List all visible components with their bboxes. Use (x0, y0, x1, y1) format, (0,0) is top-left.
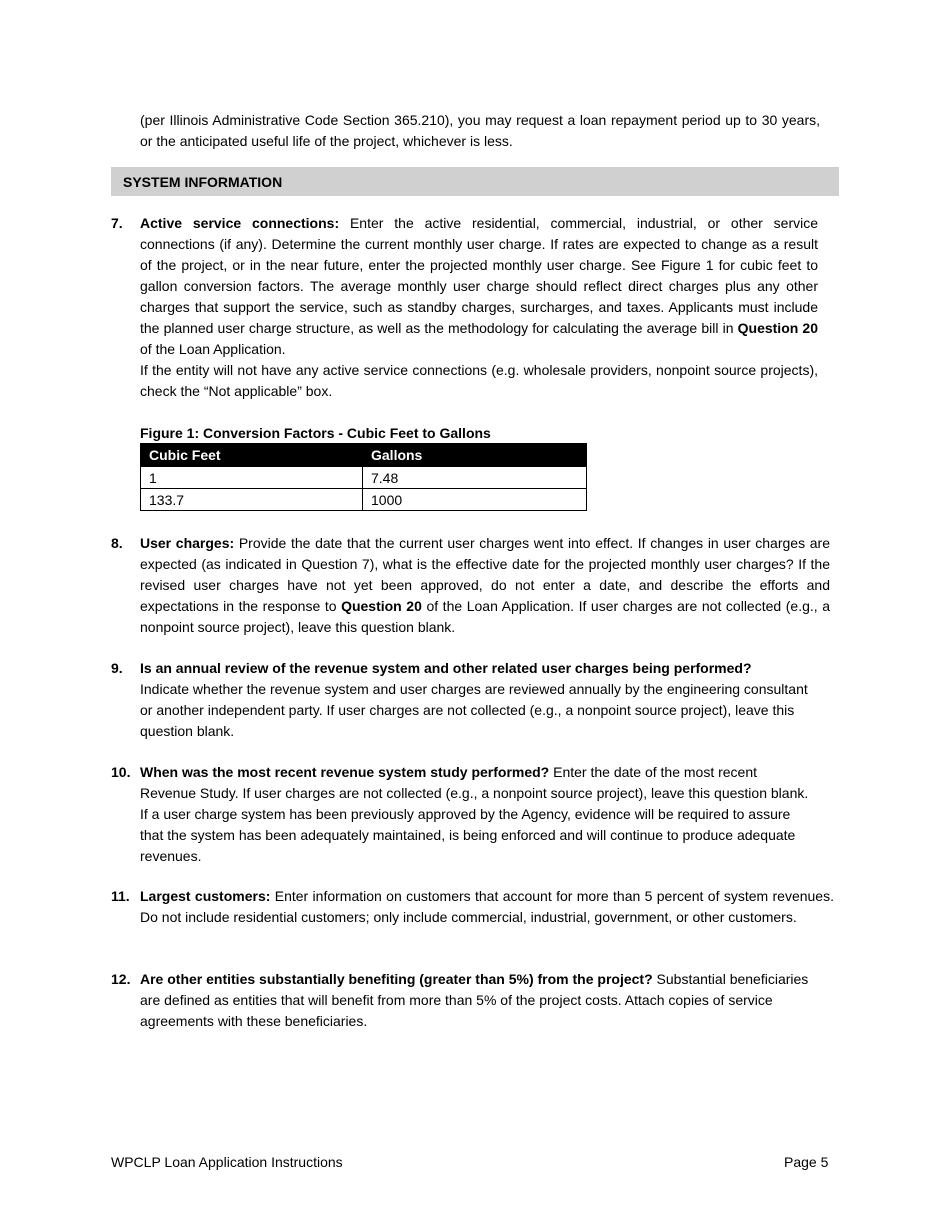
table-row (141, 489, 587, 511)
question-body: Enter the date of the most recent Revenue Study. If user charges are not collected (e.g., a nonpoint source project), leave this question blank. If a user charge system has been previously approved by the Agency, evidence will be required to assure that the system has been adequately maintained, is being enforced and will continue to produce adequate revenues. (140, 764, 809, 864)
question-title: When was the most recent revenue system study performed? (140, 764, 550, 780)
question-title: User charges: (140, 535, 235, 551)
question-text (140, 213, 818, 360)
footer-document-title: WPCLP Loan Application Instructions (111, 1154, 343, 1170)
question-reference: Question 20 (737, 320, 818, 336)
conversion-table (140, 443, 587, 511)
question-text (140, 658, 810, 679)
question-item-9 (111, 658, 836, 742)
question-title: Largest customers: (140, 888, 271, 904)
section-title: SYSTEM INFORMATION (123, 174, 283, 190)
question-item-7 (111, 213, 836, 402)
question-body: Substantial beneficiaries are defined as entities that will benefit from more than 5% of the project costs. Attach copies of service agreements with these beneficiaries. (140, 971, 809, 1029)
intro-paragraph: (per Illinois Administrative Code Section 365.210), you may request a loan repayment period up to 30 years, or the anticipated useful life of the project, whichever is less. (140, 112, 820, 149)
question-number: 12. (111, 971, 131, 987)
question-item-11 (111, 886, 836, 928)
question-body-end: of the Loan Application. If user charges are not collected (e.g., a nonpoint source project), leave this question blank. (140, 598, 830, 635)
question-body-end: of the Loan Application. (140, 341, 286, 357)
table-cell: 1000 (363, 489, 587, 511)
question-text (140, 762, 812, 867)
question-text (140, 533, 830, 638)
question-item-12 (111, 969, 836, 1032)
question-reference: Question 20 (341, 598, 422, 614)
question-body: Enter information on customers that account for more than 5 percent of system revenues. Do not include residential customers; only include commercial, industrial, government, or other customers. (140, 888, 834, 925)
table-header-cell: Cubic Feet (141, 444, 363, 467)
table-header-cell: Gallons (363, 444, 587, 467)
question-number: 7. (111, 215, 123, 231)
question-number: 8. (111, 535, 123, 551)
table-cell: 1 (141, 467, 363, 489)
question-item-8 (111, 533, 836, 638)
question-item-10 (111, 762, 836, 867)
figure-caption: Figure 1: Conversion Factors - Cubic Feet to Gallons (140, 425, 491, 441)
table-cell: 133.7 (141, 489, 363, 511)
question-title: Active service connections: (140, 215, 340, 231)
question-text (140, 969, 820, 1032)
footer-page-number: Page 5 (784, 1154, 829, 1170)
question-number: 11. (111, 888, 130, 904)
question-body: Enter the active residential, commercial, industrial, or other service connections (if any). Determine the current monthly user charge. If rates are expected to change as a result of the project, or in the near future, enter the projected monthly user charge. See Figure 1 for cubic feet to gallon conversion factors. The average monthly user charge should reflect direct charges plus any other charges that support the service, such as standby charges, surcharges, and taxes. Applicants must include the planned user charge structure, as well as the methodology for calculating the average bill in (140, 215, 819, 336)
table-row (141, 467, 587, 489)
question-note: If the entity will not have any active service connections (e.g. wholesale providers, nonpoint source projects), check the “Not applicable” box. (140, 362, 818, 399)
section-header (111, 167, 839, 196)
question-text (140, 886, 834, 928)
question-number: 9. (111, 660, 123, 676)
table-cell: 7.48 (363, 467, 587, 489)
question-title: Are other entities substantially benefiting (greater than 5%) from the project? (140, 971, 653, 987)
table-header-row (141, 444, 587, 467)
question-title: Is an annual review of the revenue system and other related user charges being performed? (140, 660, 752, 676)
question-body: Indicate whether the revenue system and user charges are reviewed annually by the engineering consultant or another independent party. If user charges are not collected (e.g., a nonpoint source project), leave this question blank. (140, 681, 808, 739)
question-number: 10. (111, 764, 131, 780)
question-body: Provide the date that the current user charges went into effect. If changes in user charges are expected (as indicated in Question 7), what is the effective date for the projected monthly user charges? If the revised user charges have not yet been approved, do not enter a date, and describe the efforts and expectations in the response to (140, 535, 830, 614)
